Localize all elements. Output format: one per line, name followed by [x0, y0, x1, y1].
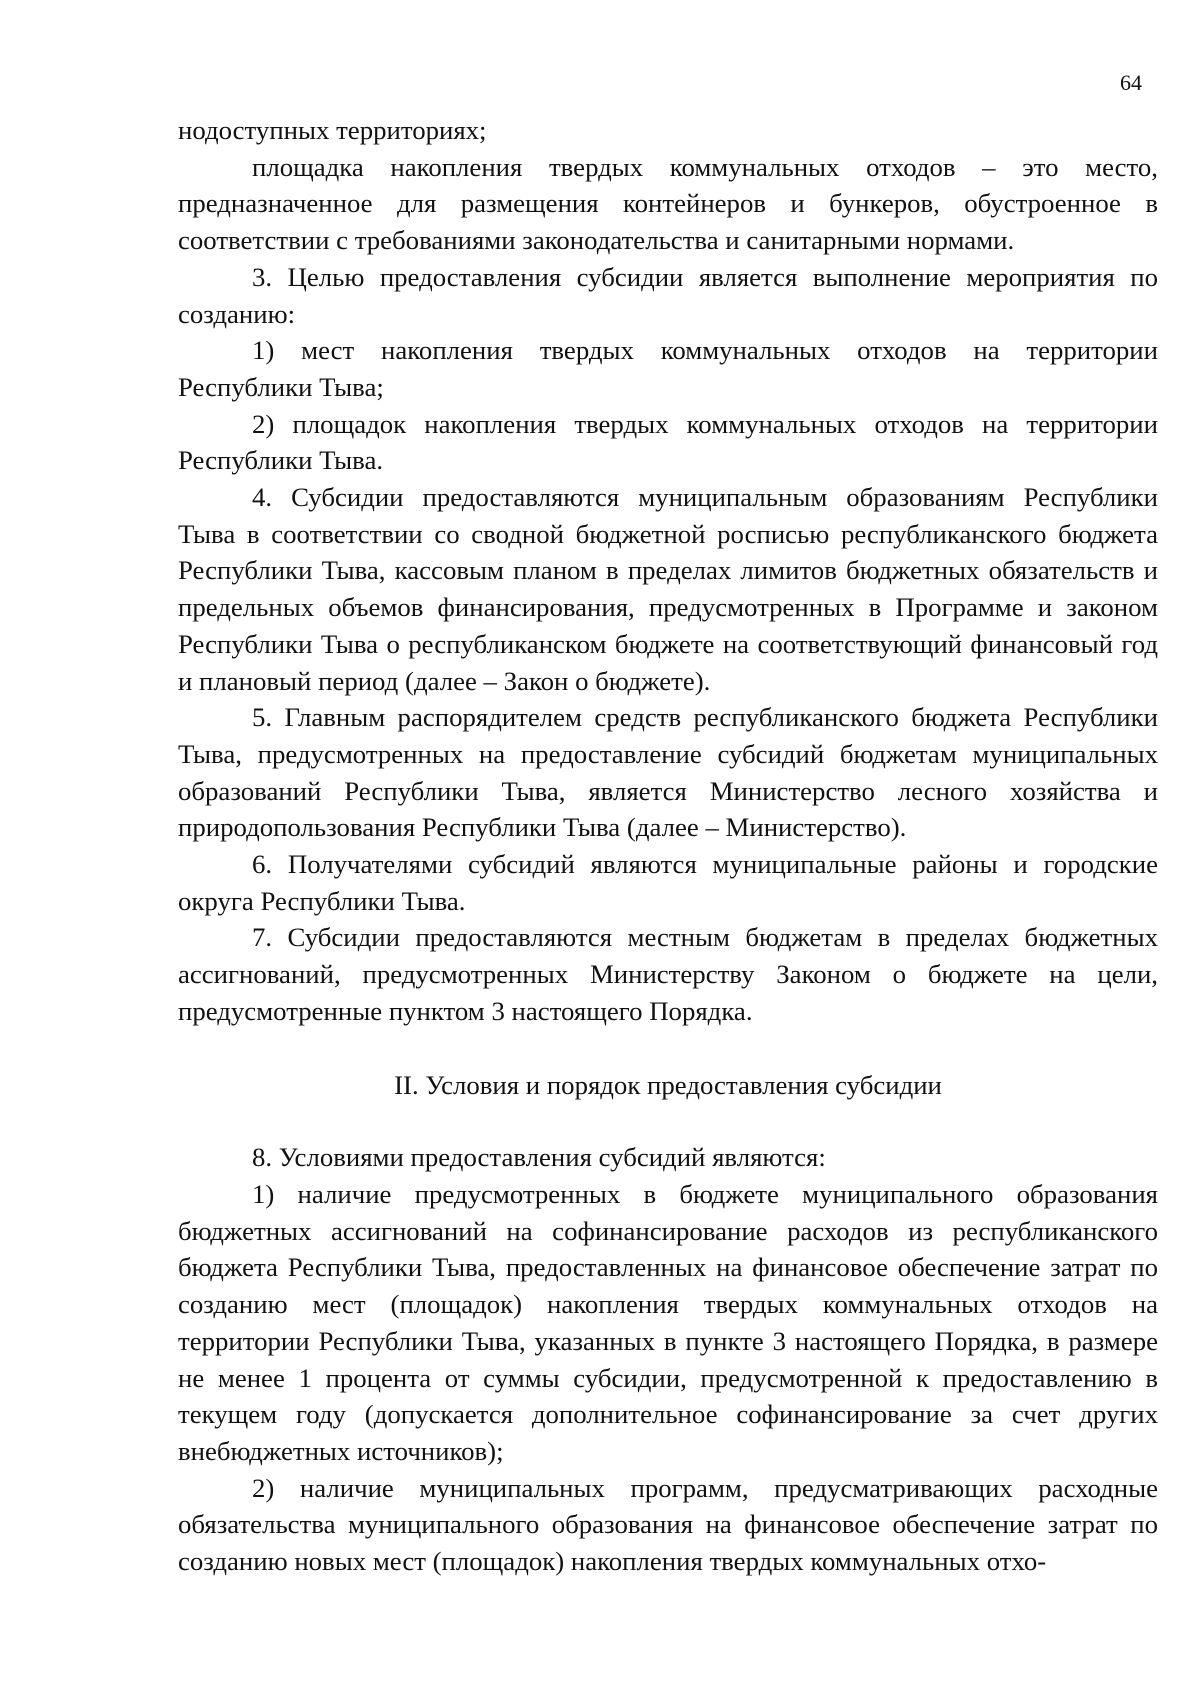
- paragraph-item-8-2: 2) наличие муниципальных программ, предусматривающих расходные обязательства муниципального образования на финансовое обеспечение затрат по созданию новых мест (площадок) накопления твердых коммунальных отхо-: [178, 1472, 1158, 1577]
- paragraph-item-8-1: 1) наличие предусмотренных в бюджете муниципального образования бюджетных ассигнований на софинансирование расходов из республиканского бюджета Республики Тыва, предоставленных на финансовое обеспечение затрат по созданию мест (площадок) накопления твердых коммунальных отходов на территории Республики Тыва, указанных в пункте 3 настоящего Порядка, в размере не менее 1 процента от суммы субсидии, предусмотренной к предоставлению в текущем году (допускается дополнительное софинансирование за счет других внебюджетных источников);: [178, 1178, 1158, 1466]
- document-body: [178, 112, 1158, 1580]
- paragraph-item-3-1: 1) мест накопления твердых коммунальных отходов на территории Республики Тыва;: [178, 335, 1158, 402]
- paragraph-definition-site: площадка накопления твердых коммунальных отходов – это место, предназначенное для размещения контейнеров и бункеров, обустроенное в соответствии с требованиями законодательства и санитарными нормами.: [178, 151, 1158, 256]
- paragraph-item-7: 7. Субсидии предоставляются местным бюджетам в пределах бюджетных ассигнований, предусмотренных Министерству Законом о бюджете на цели, предусмотренные пунктом 3 настоящего Порядка.: [178, 922, 1158, 1026]
- section-heading: II. Условия и порядок предоставления субсидии: [394, 1069, 942, 1100]
- paragraph-item-5: 5. Главным распорядителем средств республиканского бюджета Республики Тыва, предусмотренных на предоставление субсидий бюджетам муниципальных образований Республики Тыва, является Министерство лесного хозяйства и природопользования Республики Тыва (далее – Министерство).: [178, 702, 1158, 843]
- paragraph-item-4: 4. Субсидии предоставляются муниципальным образованиям Республики Тыва в соответствии со сводной бюджетной росписью республиканского бюджета Республики Тыва, кассовым планом в пределах лимитов бюджетных обязательств и предельных объемов финансирования, предусмотренных в Программе и законом Республики Тыва о республиканском бюджете на соответствующий финансовый год и плановый период (далее – Закон о бюджете).: [178, 482, 1158, 696]
- paragraph-item-3-2: 2) площадок накопления твердых коммунальных отходов на территории Республики Тыва.: [178, 408, 1158, 476]
- paragraph-continuation: нодоступных территориях;: [178, 115, 487, 145]
- paragraph-item-6: 6. Получателями субсидий являются муниципальные районы и городские округа Республики Тыва.: [178, 849, 1158, 916]
- page-number: 64: [1120, 70, 1142, 95]
- paragraph-item-8: 8. Условиями предоставления субсидий являются:: [252, 1142, 826, 1173]
- paragraph-item-3: 3. Целью предоставления субсидии является выполнение мероприятия по созданию:: [178, 261, 1158, 329]
